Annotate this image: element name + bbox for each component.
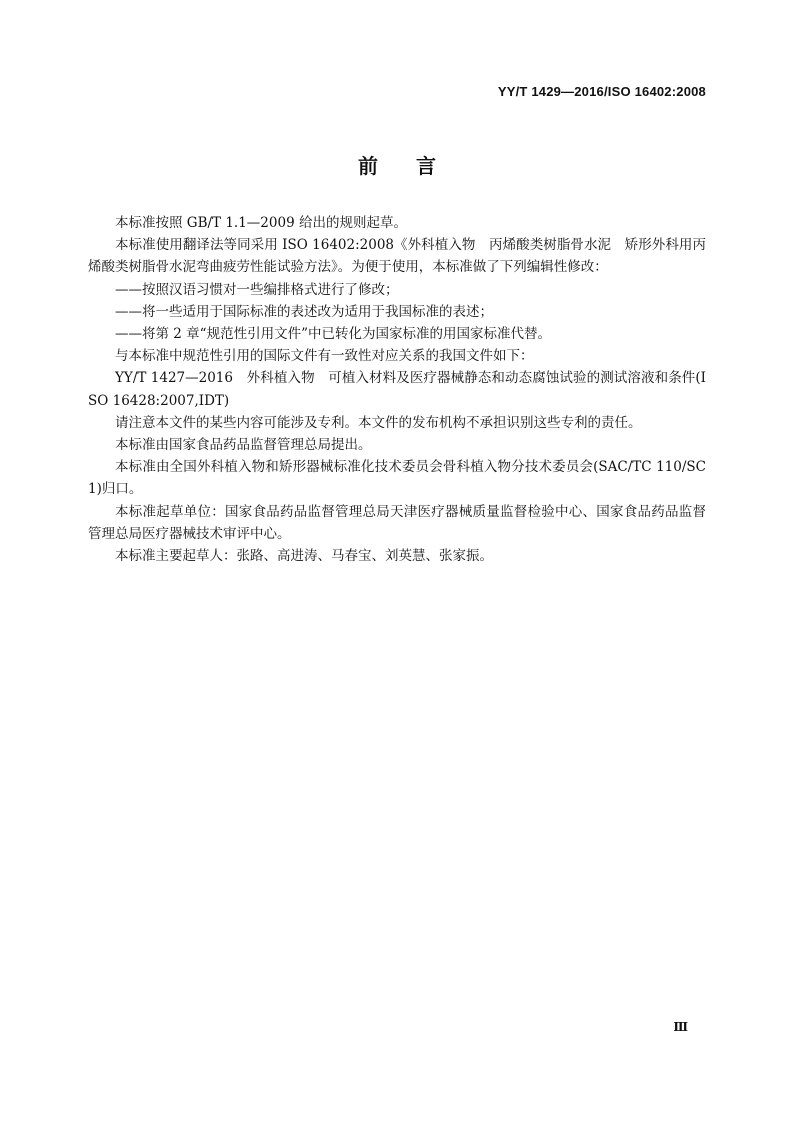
paragraph-drafters: 本标准主要起草人：张路、高进涛、马春宝、刘英慧、张家振。 xyxy=(115,548,493,565)
paragraph-reference-standard: YY/T 1427—2016 外科植入物 可植入材料及医疗器械静态和动态腐蚀试验的测试溶液和条件(ISO 16428:2007,IDT) xyxy=(88,370,706,409)
paragraph-administered-by: 本标准由全国外科植入物和矫形器械标准化技术委员会骨科植入物分技术委员会(SAC/TC 110/SC 1)归口。 xyxy=(88,459,706,498)
paragraph-drafting-rules: 本标准按照 GB/T 1.1—2009 给出的规则起草。 xyxy=(115,215,407,231)
paragraph-drafting-units: 本标准起草单位：国家食品药品监督管理总局天津医疗器械质量监督检验中心、国家食品药品监督管理总局医疗器械技术审评中心。 xyxy=(88,503,706,542)
page-number: Ⅲ xyxy=(673,1020,688,1034)
paragraph-correspondence-intro: 与本标准中规范性引用的国际文件有一致性对应关系的我国文件如下： xyxy=(115,348,534,365)
paragraph-adoption: 本标准使用翻译法等同采用 ISO 16402:2008《外科植入物 丙烯酸类树脂骨水泥 矫形外科用丙烯酸类树脂骨水泥弯曲疲劳性能试验方法》。为便于使用，本标准做了下列编辑性修改： xyxy=(88,237,706,276)
paragraph-edit-item-3: ——将第 2 章“规范性引用文件”中已转化为国家标准的用国家标准代替。 xyxy=(115,326,551,343)
paragraph-proposed-by: 本标准由国家食品药品监督管理总局提出。 xyxy=(115,437,372,454)
paragraph-edit-item-2: ——将一些适用于国际标准的表述改为适用于我国标准的表述； xyxy=(115,303,493,320)
paragraph-edit-item-1: ——按照汉语习惯对一些编排格式进行了修改； xyxy=(115,281,399,298)
foreword-body xyxy=(88,212,706,567)
standard-code: YY/T 1429—2016/ISO 16402:2008 xyxy=(497,84,706,99)
page-title: 前言 xyxy=(358,154,474,178)
paragraph-patent-notice: 请注意本文件的某些内容可能涉及专利。本文件的发布机构不承担识别这些专利的责任。 xyxy=(115,414,642,431)
